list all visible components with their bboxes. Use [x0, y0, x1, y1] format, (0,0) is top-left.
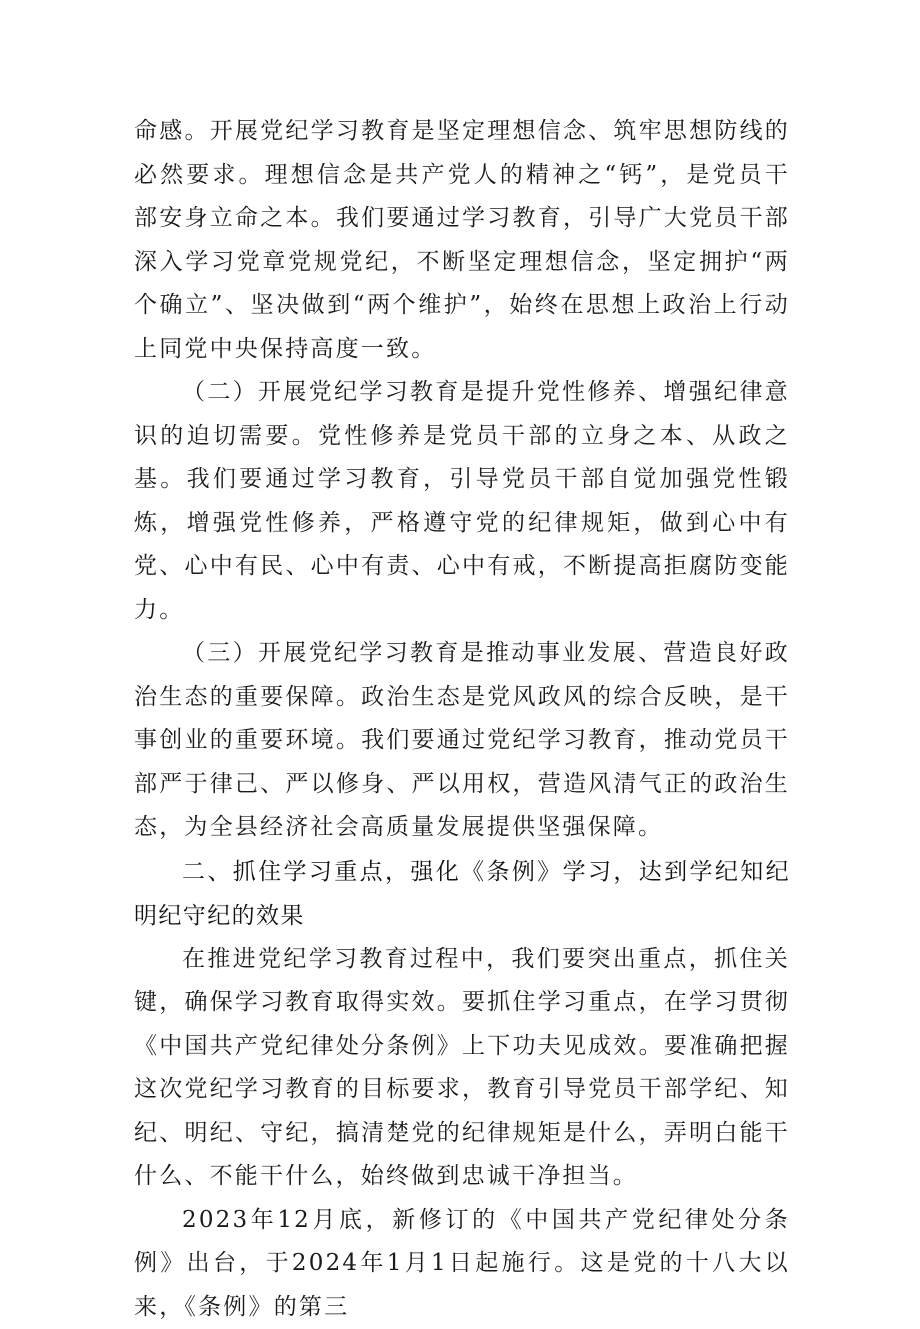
paragraph-section-3: （三）开展党纪学习教育是推动事业发展、营造良好政治生态的重要保障。政治生态是党风政风的综合反映，是干事创业的重要环境。我们要通过党纪学习教育，推动党员干部严于律己、严以修身、严以用权，营造风清气正的政治生态，为全县经济社会高质量发展提供坚强保障。 [134, 632, 790, 850]
paragraph-study-focus: 在推进党纪学习教育过程中，我们要突出重点，抓住关键，确保学习教育取得实效。要抓住学习重点，在学习贯彻《中国共产党纪律处分条例》上下功夫见成效。要准确把握这次党纪学习教育的目标要求，教育引导党员干部学纪、知纪、明纪、守纪，搞清楚党的纪律规矩是什么，弄明白能干什么、不能干什么，始终做到忠诚干净担当。 [134, 938, 790, 1199]
paragraph-regulation-revision: 2023年12月底，新修订的《中国共产党纪律处分条例》出台，于2024年1月1日起施行。这是党的十八大以来，《条例》的第三 [134, 1199, 790, 1329]
document-body [134, 110, 790, 1329]
paragraph-section-2: （二）开展党纪学习教育是提升党性修养、增强纪律意识的迫切需要。党性修养是党员干部的立身之本、从政之基。我们要通过学习教育，引导党员干部自觉加强党性锻炼，增强党性修养，严格遵守党的纪律规矩，做到心中有党、心中有民、心中有责、心中有戒，不断提高拒腐防变能力。 [134, 371, 790, 632]
section-heading-2: 二、抓住学习重点，强化《条例》学习，达到学纪知纪明纪守纪的效果 [134, 850, 790, 938]
paragraph-continuation: 命感。开展党纪学习教育是坚定理想信念、筑牢思想防线的必然要求。理想信念是共产党人的精神之“钙”，是党员干部安身立命之本。我们要通过学习教育，引导广大党员干部深入学习党章党规党纪，不断坚定理想信念，坚定拥护“两个确立”、坚决做到“两个维护”，始终在思想上政治上行动上同党中央保持高度一致。 [134, 110, 790, 371]
